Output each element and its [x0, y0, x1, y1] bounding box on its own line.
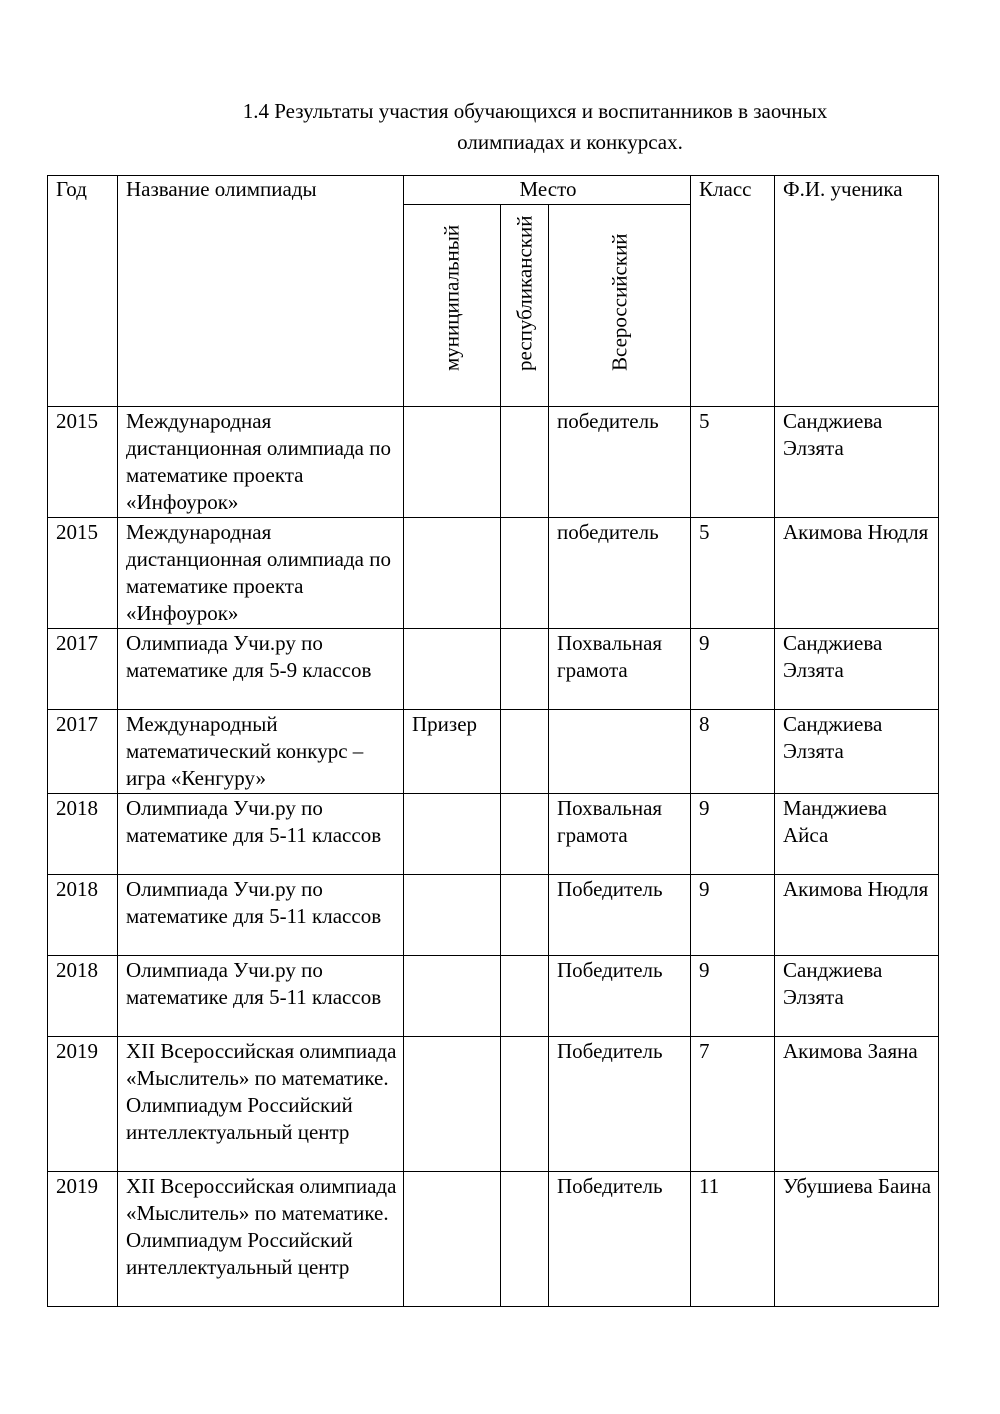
cell-olympiad-name: XII Всероссийская олимпиада «Мыслитель» по математике. Олимпиадум Российский интеллектуальный центр: [118, 1037, 404, 1172]
cell-class: 9: [691, 794, 775, 875]
cell-year: 2018: [48, 794, 118, 875]
header-year: Год: [48, 176, 118, 407]
cell-student: Акимова Нюдля: [775, 875, 939, 956]
table-row: [48, 407, 939, 518]
table-row: [48, 875, 939, 956]
cell-student: Санджиева Элзята: [775, 710, 939, 794]
section-title-line-1: 1.4 Результаты участия обучающихся и воспитанников в заочных: [242, 99, 828, 123]
cell-olympiad-name: Международная дистанционная олимпиада по математике проекта «Инфоурок»: [118, 407, 404, 518]
results-table: [47, 175, 939, 1307]
section-title: [0, 96, 1000, 158]
cell-class: 11: [691, 1172, 775, 1307]
cell-student: Акимова Нюдля: [775, 518, 939, 629]
cell-student: Убушиева Баина: [775, 1172, 939, 1307]
cell-russian: [549, 710, 691, 794]
cell-student: Санджиева Элзята: [775, 407, 939, 518]
cell-class: 5: [691, 518, 775, 629]
cell-olympiad-name: Олимпиада Учи.ру по математике для 5-11 классов: [118, 875, 404, 956]
cell-student: Санджиева Элзята: [775, 629, 939, 710]
table-row: [48, 629, 939, 710]
cell-russian: Похвальная грамота: [549, 629, 691, 710]
cell-municipal: [404, 1172, 501, 1307]
cell-olympiad-name: Международная дистанционная олимпиада по математике проекта «Инфоурок»: [118, 518, 404, 629]
cell-republic: [501, 629, 549, 710]
header-olympiad-name: Название олимпиады: [118, 176, 404, 407]
section-title-line-2: олимпиадах и конкурсах.: [457, 130, 683, 154]
cell-class: 9: [691, 875, 775, 956]
cell-russian: Победитель: [549, 1172, 691, 1307]
subheader-municipal: муниципальный: [404, 205, 501, 407]
cell-class: 9: [691, 956, 775, 1037]
table-row: [48, 518, 939, 629]
cell-class: 8: [691, 710, 775, 794]
cell-year: 2017: [48, 710, 118, 794]
cell-year: 2015: [48, 518, 118, 629]
header-student: Ф.И. ученика: [775, 176, 939, 407]
subheader-republic: республиканский: [501, 205, 549, 407]
cell-municipal: [404, 518, 501, 629]
cell-year: 2018: [48, 956, 118, 1037]
header-place: Место: [404, 176, 691, 205]
cell-municipal: [404, 407, 501, 518]
cell-olympiad-name: XII Всероссийская олимпиада «Мыслитель» по математике. Олимпиадум Российский интеллектуальный центр: [118, 1172, 404, 1307]
cell-republic: [501, 956, 549, 1037]
cell-olympiad-name: Международный математический конкурс – игра «Кенгуру»: [118, 710, 404, 794]
cell-russian: Победитель: [549, 956, 691, 1037]
cell-student: Акимова Заяна: [775, 1037, 939, 1172]
cell-republic: [501, 1037, 549, 1172]
cell-republic: [501, 518, 549, 629]
table-row: [48, 1037, 939, 1172]
cell-municipal: [404, 875, 501, 956]
cell-municipal: [404, 794, 501, 875]
cell-student: Манджиева Айса: [775, 794, 939, 875]
cell-municipal: [404, 956, 501, 1037]
cell-russian: Похвальная грамота: [549, 794, 691, 875]
cell-year: 2019: [48, 1172, 118, 1307]
cell-republic: [501, 710, 549, 794]
cell-republic: [501, 875, 549, 956]
cell-olympiad-name: Олимпиада Учи.ру по математике для 5-11 классов: [118, 956, 404, 1037]
cell-class: 5: [691, 407, 775, 518]
cell-year: 2018: [48, 875, 118, 956]
cell-russian: победитель: [549, 407, 691, 518]
cell-republic: [501, 1172, 549, 1307]
cell-year: 2015: [48, 407, 118, 518]
table-row: [48, 794, 939, 875]
cell-municipal: [404, 1037, 501, 1172]
cell-republic: [501, 794, 549, 875]
header-class: Класс: [691, 176, 775, 407]
cell-year: 2019: [48, 1037, 118, 1172]
cell-russian: Победитель: [549, 1037, 691, 1172]
cell-municipal: [404, 629, 501, 710]
subheader-russian: Всероссийский: [549, 205, 691, 407]
cell-republic: [501, 407, 549, 518]
cell-russian: Победитель: [549, 875, 691, 956]
cell-class: 9: [691, 629, 775, 710]
cell-russian: победитель: [549, 518, 691, 629]
cell-class: 7: [691, 1037, 775, 1172]
cell-olympiad-name: Олимпиада Учи.ру по математике для 5-9 классов: [118, 629, 404, 710]
cell-municipal: Призер: [404, 710, 501, 794]
table-row: [48, 956, 939, 1037]
cell-student: Санджиева Элзята: [775, 956, 939, 1037]
cell-olympiad-name: Олимпиада Учи.ру по математике для 5-11 классов: [118, 794, 404, 875]
table-row: [48, 1172, 939, 1307]
table-row: [48, 710, 939, 794]
cell-year: 2017: [48, 629, 118, 710]
